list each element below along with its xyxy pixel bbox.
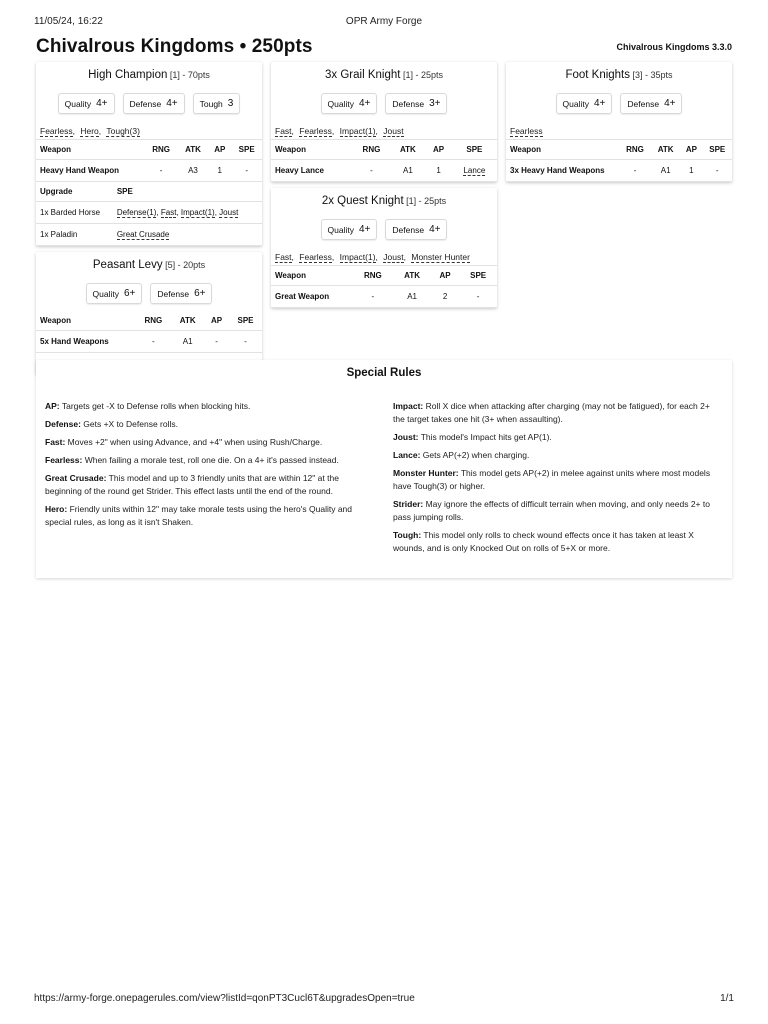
rule-tag[interactable]: Fearless [510, 126, 543, 136]
special-rule [45, 472, 375, 498]
upgrade-name: 1x Paladin [36, 224, 113, 246]
col-header: AP [425, 140, 451, 160]
unit-meta: [3] - 35pts [630, 70, 673, 80]
unit-rules: Fast, Fearless, Impact(1), Joust [271, 121, 497, 140]
rule-tag[interactable]: Monster Hunter [411, 252, 470, 262]
col-header: Weapon [271, 140, 352, 160]
col-header: SPE [231, 140, 262, 160]
unit-card-grail-knight [271, 62, 497, 182]
weapon-atk: A1 [393, 286, 430, 308]
upgrade-name: 1x Barded Horse [36, 202, 113, 224]
stat-label: Defense [129, 98, 162, 109]
rule-tag[interactable]: Impact(1) [339, 126, 376, 136]
unit-name: High Champion [88, 69, 168, 81]
col-header: ATK [651, 140, 680, 160]
unit-title [271, 188, 497, 213]
weapon-ap: - [204, 331, 229, 353]
stat-value: 6+ [123, 288, 136, 299]
print-url: https://army-forge.onepagerules.com/view?listId=qonPT3Cucl6T&upgradesOpen=true [34, 993, 415, 1004]
rule-text: May ignore the effects of difficult terrain when moving, and only needs 2+ to pass jumping rolls. [393, 499, 710, 522]
stat-defense [385, 93, 447, 114]
weapon-atk: A1 [391, 160, 426, 182]
col-header: Weapon [36, 140, 144, 160]
weapon-atk: A1 [171, 331, 204, 353]
rule-text: This model only rolls to check wound effects once it has taken at least X wounds, and is only Knocked Out on rolls of 5+X or more. [393, 530, 694, 553]
rule-text: Roll X dice when attacking after charging (may not be fatigued), for each 2+ the target takes one hit (3+ when assaulting). [393, 401, 710, 424]
rule-name: Great Crusade: [45, 473, 107, 483]
special-rules-right [393, 400, 723, 560]
rule-tag[interactable]: Fearless [299, 252, 332, 262]
weapon-spe: - [459, 286, 497, 308]
col-header: SPE [452, 140, 497, 160]
unit-name: 2x Quest Knight [321, 195, 404, 207]
rule-tag[interactable]: Great Crusade [116, 230, 170, 239]
rule-name: Lance: [393, 450, 421, 460]
weapon-atk: A1 [651, 160, 680, 182]
unit-card-peasant-levy [36, 252, 262, 375]
rule-name: Hero: [45, 504, 68, 514]
col-header: Weapon [506, 140, 619, 160]
table-header-row [36, 311, 262, 331]
stat-defense [620, 93, 682, 114]
weapons-table [271, 140, 497, 182]
weapon-rng: - [144, 160, 177, 182]
upgrade-rules: Defense(1), Fast, Impact(1), Joust [113, 202, 262, 224]
weapon-ap: 1 [208, 160, 231, 182]
stat-label: Defense [392, 224, 425, 235]
table-row [36, 202, 262, 224]
table-row [271, 286, 497, 308]
special-rules-panel [36, 360, 732, 578]
rule-tag[interactable]: Fearless [40, 126, 73, 136]
weapon-name: Heavy Hand Weapon [36, 160, 144, 182]
rule-name: Tough: [393, 530, 422, 540]
col-header: RNG [352, 140, 390, 160]
unit-stats [36, 87, 262, 121]
print-page-number: 1/1 [720, 993, 734, 1004]
weapons-table [506, 140, 732, 182]
col-header: AP [431, 266, 459, 286]
rule-tag[interactable]: Lance [463, 166, 486, 175]
print-footer [34, 993, 734, 1007]
special-rule [393, 498, 723, 524]
unit-name: Peasant Levy [92, 259, 163, 271]
rule-tag[interactable]: Joust [383, 252, 404, 262]
col-header: ATK [391, 140, 426, 160]
col-header: Weapon [36, 311, 135, 331]
rule-tag[interactable]: Hero [80, 126, 99, 136]
stat-defense [150, 283, 212, 304]
special-rule [393, 400, 723, 426]
weapon-spe: - [231, 160, 262, 182]
unit-title [506, 62, 732, 87]
stat-label: Quality [327, 98, 354, 109]
upgrade-rules [113, 224, 262, 246]
stat-value: 4+ [664, 98, 676, 109]
weapons-table [36, 140, 262, 182]
print-datetime: 11/05/24, 16:22 [34, 16, 103, 27]
rule-tag[interactable]: Fast [275, 126, 292, 136]
unit-stats [36, 277, 262, 311]
rule-tag[interactable]: Fast [160, 208, 177, 217]
rule-tag[interactable]: Tough(3) [106, 126, 140, 136]
col-header: SPE [229, 311, 262, 331]
stat-value: 4+ [166, 98, 178, 109]
unit-rules: Fearless, Hero, Tough(3) [36, 121, 262, 140]
rule-name: AP: [45, 401, 60, 411]
stat-label: Tough [199, 98, 223, 109]
rule-tag[interactable]: Joust [383, 126, 404, 136]
stat-label: Quality [562, 98, 589, 109]
table-row [36, 160, 262, 182]
weapon-spe: - [229, 331, 262, 353]
col-header: ATK [393, 266, 430, 286]
table-row [36, 224, 262, 246]
rule-tag[interactable]: Joust [219, 208, 239, 217]
special-rules-left [45, 400, 375, 560]
table-row [36, 331, 262, 353]
col-header: RNG [352, 266, 393, 286]
army-version: Chivalrous Kingdoms 3.3.0 [616, 42, 732, 52]
weapon-rng: - [135, 331, 171, 353]
rule-text: Friendly units within 12" may take morale tests using the hero's Quality and special rules, as long as it isn't Shaken. [45, 504, 353, 527]
unit-meta: [1] - 25pts [400, 70, 443, 80]
stat-value: 4+ [593, 98, 606, 109]
weapon-name: Great Weapon [271, 286, 352, 308]
col-header: AP [204, 311, 229, 331]
stat-label: Quality [64, 98, 92, 109]
weapon-atk: A3 [178, 160, 208, 182]
special-rules-title: Special Rules [346, 367, 422, 379]
column-3 [506, 62, 732, 188]
weapon-name: Heavy Lance [271, 160, 352, 182]
unit-card-foot-knights [506, 62, 732, 182]
rule-tag[interactable]: Fast [275, 252, 292, 262]
stat-quality [321, 219, 378, 240]
special-rule [45, 400, 375, 413]
unit-name: Foot Knights [565, 69, 631, 81]
weapon-ap: 1 [680, 160, 702, 182]
weapon-ap: 1 [425, 160, 451, 182]
stat-quality [556, 93, 613, 114]
rule-tag[interactable]: Defense(1) [116, 208, 157, 217]
stat-defense [385, 219, 447, 240]
weapon-spe [452, 160, 497, 182]
special-rule [393, 467, 723, 493]
unit-stats [506, 87, 732, 121]
special-rules-columns [45, 400, 723, 560]
rule-name: Fast: [45, 437, 66, 447]
stat-value: 4+ [429, 224, 441, 235]
unit-card-high-champion [36, 62, 262, 246]
rule-name: Monster Hunter: [393, 468, 459, 478]
rule-text: Gets +X to Defense rolls. [80, 419, 178, 429]
rule-name: Impact: [393, 401, 424, 411]
rule-text: Targets get -X to Defense rolls when blocking hits. [59, 401, 251, 411]
weapons-table [271, 266, 497, 308]
stat-value: 3 [227, 98, 234, 109]
stat-value: 3+ [429, 98, 441, 109]
weapon-rng: - [352, 286, 393, 308]
unit-meta: [1] - 70pts [167, 70, 210, 80]
rule-text: Moves +2" when using Advance, and +4" when using Rush/Charge. [65, 437, 323, 447]
print-page-title: OPR Army Forge [345, 16, 423, 27]
stat-quality [321, 93, 378, 114]
special-rule [393, 529, 723, 555]
weapon-name: 5x Hand Weapons [36, 331, 135, 353]
weapon-spe: - [703, 160, 732, 182]
rule-tag[interactable]: Impact(1) [180, 208, 215, 217]
print-header [34, 16, 734, 30]
rule-text: This model gets AP(+2) in melee against units where most models have Tough(3) or higher. [393, 468, 711, 491]
stat-label: Quality [92, 288, 119, 299]
weapon-rng: - [619, 160, 651, 182]
rule-text: When failing a morale test, roll one die. On a 4+ it's passed instead. [82, 455, 339, 465]
col-header: AP [680, 140, 702, 160]
unit-stats [271, 87, 497, 121]
weapon-rng: - [352, 160, 390, 182]
rule-name: Joust: [393, 432, 419, 442]
unit-title [36, 62, 262, 87]
rule-text: This model and up to 3 friendly units that are within 12" at the beginning of the round get Strider. This effect lasts until the end of the round. [45, 473, 339, 496]
unit-meta: [1] - 25pts [403, 196, 447, 206]
special-rule [45, 503, 375, 529]
rule-tag[interactable]: Fearless [299, 126, 332, 136]
col-header: RNG [144, 140, 177, 160]
unit-name: 3x Grail Knight [325, 69, 401, 81]
col-header: SPE [703, 140, 732, 160]
col-header: Upgrade [36, 182, 113, 202]
col-header: SPE [459, 266, 497, 286]
rule-tag[interactable]: Impact(1) [339, 252, 376, 262]
unit-title [36, 252, 262, 277]
rule-name: Defense: [45, 419, 81, 429]
table-header-row [506, 140, 732, 160]
army-title: Chivalrous Kingdoms • 250pts [36, 36, 313, 57]
special-rule [45, 454, 375, 467]
stat-quality [86, 283, 143, 304]
table-header-row [271, 266, 497, 286]
special-rule [45, 418, 375, 431]
unit-rules: Fast, Fearless, Impact(1), Joust, Monster Hunter [271, 247, 497, 266]
table-row [271, 160, 497, 182]
stat-value: 4+ [96, 98, 108, 109]
table-header-row [36, 140, 262, 160]
unit-stats [271, 213, 497, 247]
stat-value: 4+ [358, 98, 371, 109]
stat-tough [193, 93, 241, 114]
col-header: AP [208, 140, 231, 160]
stat-label: Defense [392, 98, 425, 109]
special-rule [393, 449, 723, 462]
column-2 [271, 62, 497, 314]
unit-meta: [5] - 20pts [162, 260, 206, 270]
table-header-row [271, 140, 497, 160]
col-header: RNG [619, 140, 651, 160]
rule-name: Fearless: [45, 455, 83, 465]
stat-defense [123, 93, 185, 114]
unit-rules [506, 121, 732, 140]
col-header: RNG [135, 311, 171, 331]
weapon-name: 3x Heavy Hand Weapons [506, 160, 619, 182]
stat-label: Defense [157, 288, 190, 299]
special-rule [393, 431, 723, 444]
rule-text: This model's Impact hits get AP(1). [418, 432, 552, 442]
special-rule [45, 436, 375, 449]
col-header: Weapon [271, 266, 352, 286]
stat-value: 6+ [194, 288, 206, 299]
col-header: SPE [113, 182, 262, 202]
unit-title [271, 62, 497, 87]
table-row [506, 160, 732, 182]
rule-text: Gets AP(+2) when charging. [420, 450, 530, 460]
upgrades-table [36, 182, 262, 246]
stat-label: Quality [327, 224, 354, 235]
col-header: ATK [171, 311, 204, 331]
col-header: ATK [178, 140, 208, 160]
unit-card-quest-knight [271, 188, 497, 308]
weapon-ap: 2 [431, 286, 459, 308]
stat-label: Defense [627, 98, 660, 109]
table-header-row [36, 182, 262, 202]
column-1 [36, 62, 262, 381]
rule-name: Strider: [393, 499, 424, 509]
stat-quality [58, 93, 115, 114]
stat-value: 4+ [358, 224, 371, 235]
